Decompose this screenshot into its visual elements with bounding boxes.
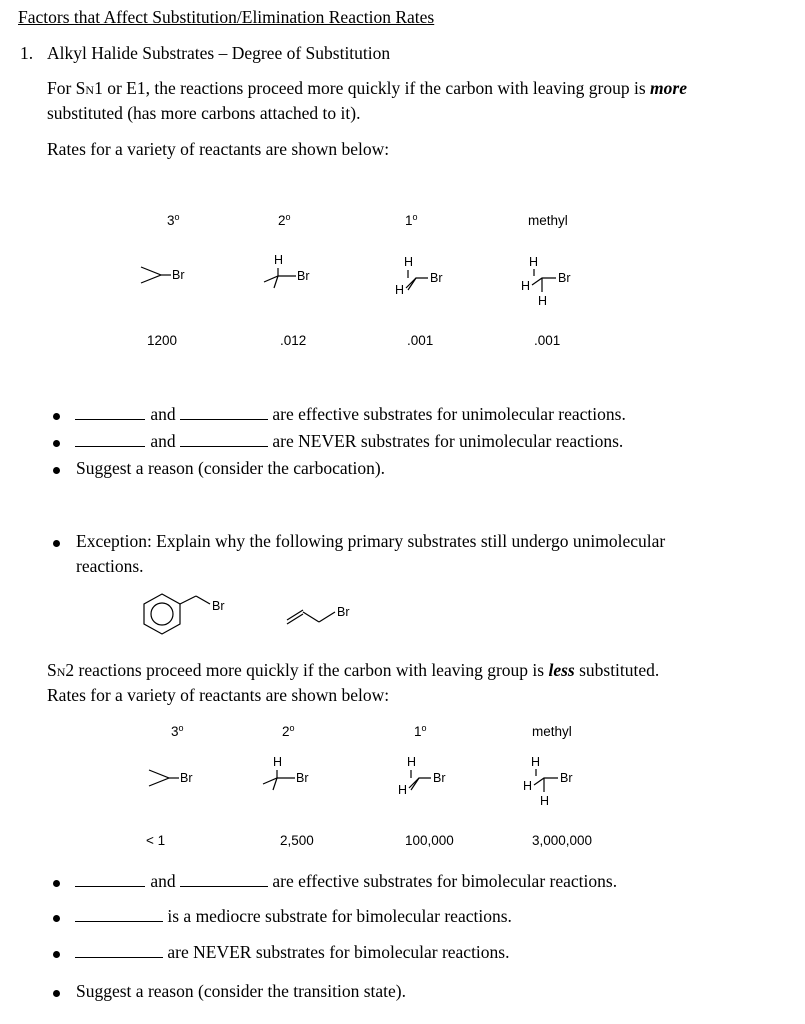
sn1-question-3: Suggest a reason (consider the carbocation). bbox=[76, 458, 386, 478]
bullet bbox=[53, 467, 60, 474]
bullet bbox=[53, 951, 60, 958]
br-label: Br bbox=[212, 599, 225, 613]
h-label: H bbox=[398, 783, 408, 797]
bond bbox=[319, 612, 335, 622]
bond bbox=[196, 596, 210, 604]
sn1-paragraph-line1 bbox=[47, 78, 687, 99]
bond bbox=[303, 612, 319, 622]
sn2-degree-label bbox=[171, 724, 184, 739]
answer-blank[interactable] bbox=[180, 872, 268, 887]
answer-blank[interactable] bbox=[75, 405, 145, 420]
sn2-question-4: Suggest a reason (consider the transition state). bbox=[76, 981, 406, 1001]
question-text: are NEVER substrates for bimolecular reactions. bbox=[167, 942, 510, 962]
sn1-para-text-a: For S bbox=[47, 78, 86, 98]
br-label: Br bbox=[337, 605, 350, 619]
tert-butyl-bromide-structure bbox=[135, 255, 205, 295]
sn1-degree-label bbox=[278, 213, 291, 228]
bond bbox=[141, 267, 161, 283]
h-label: H bbox=[407, 755, 417, 769]
bond bbox=[149, 770, 169, 786]
h-label: H bbox=[274, 253, 284, 267]
sn2-text-c: substituted. bbox=[574, 660, 660, 680]
sn2-degree-value: 3 bbox=[171, 724, 179, 739]
sn2-text-b: 2 reactions proceed more quickly if the carbon with leaving group is bbox=[65, 660, 549, 680]
br-label: Br bbox=[172, 268, 185, 282]
answer-blank[interactable] bbox=[75, 907, 163, 922]
sn1-degree-value: 1 bbox=[405, 213, 413, 228]
allyl-bromide-structure bbox=[283, 598, 373, 638]
sn2-rate: 2,500 bbox=[280, 833, 314, 848]
h-label: H bbox=[538, 294, 548, 308]
h-label: H bbox=[529, 255, 539, 269]
h-label: H bbox=[540, 794, 550, 808]
h-label: H bbox=[273, 755, 283, 769]
sn1-rates-intro: Rates for a variety of reactants are shown below: bbox=[47, 139, 390, 159]
sn1-degree-label: methyl bbox=[528, 213, 568, 228]
sn1-degree-value: 3 bbox=[167, 213, 175, 228]
ethyl-bromide-structure bbox=[392, 252, 472, 297]
sn1-degree-label bbox=[405, 213, 418, 228]
degree-sup: o bbox=[174, 212, 180, 222]
isopropyl-bromide-structure bbox=[259, 752, 339, 797]
sn2-rate: 100,000 bbox=[405, 833, 454, 848]
and-text: and bbox=[150, 431, 176, 451]
br-label: Br bbox=[430, 271, 443, 285]
and-text: and bbox=[150, 871, 176, 891]
sn2-rate: 3,000,000 bbox=[532, 833, 593, 848]
degree-sup: o bbox=[285, 212, 291, 222]
sn2-paragraph-line1 bbox=[47, 660, 659, 681]
sn2-degree-value: 2 bbox=[282, 724, 290, 739]
sn1-rate: .001 bbox=[407, 333, 434, 348]
sn1-para-subscript: N bbox=[85, 83, 95, 97]
br-label: Br bbox=[560, 771, 573, 785]
isopropyl-bromide-structure bbox=[260, 250, 340, 295]
sn2-degree-value: 1 bbox=[414, 724, 422, 739]
sn2-emphasis: less bbox=[548, 660, 575, 680]
h-label: H bbox=[521, 279, 531, 293]
bond bbox=[264, 276, 296, 282]
question-text: is a mediocre substrate for bimolecular reactions. bbox=[167, 906, 512, 926]
sn1-question-1 bbox=[75, 404, 626, 425]
aromatic-circle bbox=[151, 603, 173, 625]
bond bbox=[180, 596, 196, 604]
bullet bbox=[53, 440, 60, 447]
br-label: Br bbox=[297, 269, 310, 283]
degree-sup: o bbox=[178, 723, 184, 733]
question-text: are NEVER substrates for unimolecular reactions. bbox=[272, 431, 624, 451]
sn1-degree-value: 2 bbox=[278, 213, 286, 228]
sn2-degree-label bbox=[282, 724, 295, 739]
degree-sup: o bbox=[289, 723, 295, 733]
question-text: are effective substrates for bimolecular reactions. bbox=[272, 871, 618, 891]
sn1-para-text-b: 1 or E1, the reactions proceed more quickly if the carbon with leaving group is bbox=[94, 78, 651, 98]
sn1-rate: .012 bbox=[280, 333, 307, 348]
sn2-text-a: S bbox=[47, 660, 57, 680]
bond bbox=[409, 778, 431, 788]
h-label: H bbox=[531, 755, 541, 769]
sn1-rate: 1200 bbox=[147, 333, 178, 348]
degree-sup: o bbox=[412, 212, 418, 222]
br-label: Br bbox=[180, 771, 193, 785]
question-text: are effective substrates for unimolecular reactions. bbox=[272, 404, 626, 424]
methyl-bromide-structure bbox=[520, 252, 600, 312]
and-text: and bbox=[150, 404, 176, 424]
methyl-bromide-structure bbox=[522, 752, 602, 812]
bullet bbox=[53, 540, 60, 547]
sn2-degree-label bbox=[414, 724, 427, 739]
br-label: Br bbox=[296, 771, 309, 785]
bullet bbox=[53, 880, 60, 887]
answer-blank[interactable] bbox=[75, 943, 163, 958]
h-label: H bbox=[395, 283, 405, 297]
sn1-rate: .001 bbox=[534, 333, 561, 348]
answer-blank[interactable] bbox=[75, 432, 145, 447]
sn2-question-1 bbox=[75, 871, 617, 892]
exception-line1: Exception: Explain why the following primary substrates still undergo unimolecular bbox=[76, 531, 666, 551]
exception-line2: reactions. bbox=[76, 556, 144, 576]
bullet bbox=[53, 990, 60, 997]
answer-blank[interactable] bbox=[180, 432, 268, 447]
answer-blank[interactable] bbox=[75, 872, 145, 887]
section-number: 1. bbox=[20, 43, 34, 63]
br-label: Br bbox=[558, 271, 571, 285]
benzyl-bromide-structure bbox=[138, 590, 248, 645]
section-heading: Alkyl Halide Substrates – Degree of Substitution bbox=[47, 43, 391, 63]
sn1-question-2 bbox=[75, 431, 623, 452]
page-title: Factors that Affect Substitution/Elimination Reaction Rates bbox=[18, 7, 435, 27]
sn2-degree-label: methyl bbox=[532, 724, 572, 739]
bond bbox=[534, 778, 558, 785]
ethyl-bromide-structure bbox=[395, 752, 475, 797]
h-label: H bbox=[523, 779, 533, 793]
sn2-rates-intro: Rates for a variety of reactants are shown below: bbox=[47, 685, 390, 705]
degree-sup: o bbox=[421, 723, 427, 733]
bond bbox=[263, 778, 295, 784]
sn1-degree-label bbox=[167, 213, 180, 228]
bond bbox=[406, 278, 428, 288]
sn2-rate: < 1 bbox=[146, 833, 166, 848]
bullet bbox=[53, 413, 60, 420]
h-label: H bbox=[404, 255, 414, 269]
sn2-subscript: N bbox=[56, 665, 66, 679]
bullet bbox=[53, 915, 60, 922]
sn1-paragraph-line2: substituted (has more carbons attached to it). bbox=[47, 103, 361, 123]
answer-blank[interactable] bbox=[180, 405, 268, 420]
tert-butyl-bromide-structure bbox=[143, 758, 213, 798]
br-label: Br bbox=[433, 771, 446, 785]
sn1-para-emphasis: more bbox=[650, 78, 687, 98]
sn2-question-2 bbox=[75, 906, 512, 927]
bond bbox=[532, 278, 556, 285]
benzene-ring bbox=[144, 594, 180, 634]
sn2-question-3 bbox=[75, 942, 509, 963]
